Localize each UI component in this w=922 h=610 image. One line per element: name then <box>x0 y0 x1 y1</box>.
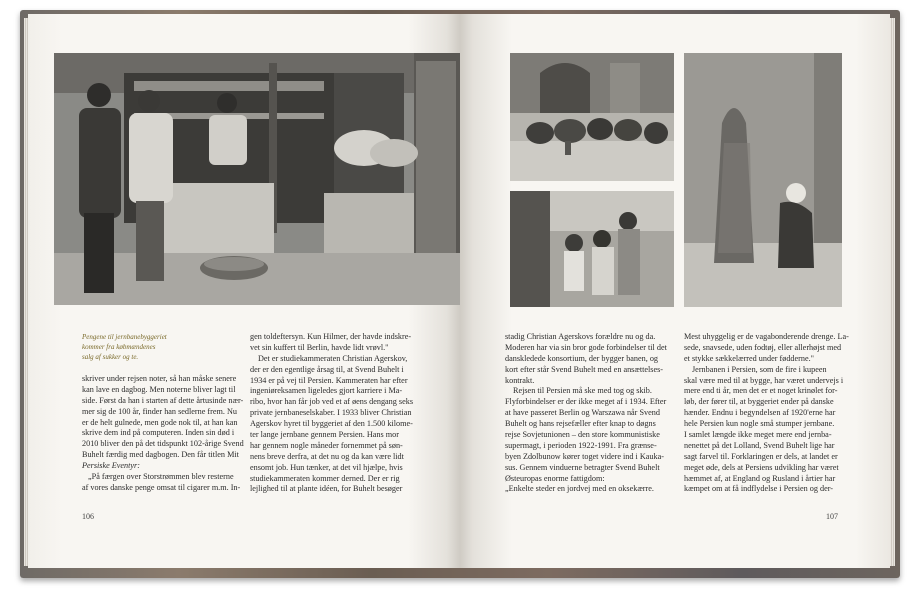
text-line: „På færgen over Storstrømmen blev resterne <box>88 472 234 482</box>
text-line: ribo, hvor han får job ved et af øens dengang seks <box>250 397 414 407</box>
text-line: skriver under rejsen noter, så han måske senere <box>82 374 237 383</box>
text-line: et stykke sækkelærred under fødderne." <box>684 353 814 363</box>
text-line: sede, snavsede, uden fodtøj, eller allerhøjst med <box>684 342 842 352</box>
photo-caption <box>82 332 202 362</box>
text-line: meget øde, dels at Persiens udvikling har været <box>684 462 839 472</box>
text-line: supermagt, i perioden 1922-1991. Fra grænse- <box>505 440 657 450</box>
text-line: Buhelt færdig med dagbogen. Den får titlen Mit <box>82 450 239 460</box>
text-line: danskledede konsortium, der bygger banen, og <box>505 353 659 363</box>
text-line: Østeuropas enorme fattigdom: <box>505 473 605 483</box>
text-line: nens breve derfra, at det nu og da kan være lidt <box>250 451 404 461</box>
caption-line: salg af sukker og te. <box>82 353 139 361</box>
text-line: byen Zdolbunow kører toget videre ind i Kauka- <box>505 451 664 461</box>
caption-line: kommer fra købmændenes <box>82 343 156 351</box>
text-line: er de helt gulnede, men gode nok til, at han kan <box>82 417 238 427</box>
text-line: hele Persien kun nogle små stumper jernbane. <box>684 419 835 429</box>
page-number-right: 107 <box>826 512 838 521</box>
text-line: mer sig de 100 år, finder han sedlerne frem. Nu <box>82 406 237 416</box>
page-edges-right <box>890 18 895 566</box>
text-line: skal være med til at bygge, har været undervejs i <box>684 375 844 385</box>
text-line: Moderen har via sin bror gode forbindelser til det <box>505 342 667 352</box>
photo-market-stall <box>54 53 460 305</box>
photo-veiled-woman <box>684 53 842 307</box>
text-line: 1934 er på vej til Persien. Kammeraten har efter <box>250 375 408 385</box>
text-line: Flyforbindelser er der ikke meget af i 1934. Efter <box>505 397 667 407</box>
text-line: der er den egentlige årsag til, at Svend Buhelt i <box>250 364 404 374</box>
text-line: at have passeret Berlin og Warszawa når Svend <box>505 408 660 418</box>
text-line: sus. Gennem vinduerne betragter Svend Buhelt <box>505 462 660 472</box>
text-line: lejlighed til at plante idéen, for Buhelt besøger <box>250 484 403 494</box>
text-line: Agerskov hyret til byggeriet af den 1.500 kilome- <box>250 419 413 429</box>
text-line: løb, der fører til, at byggeriet ender på danske <box>684 397 834 407</box>
text-line: 2010 bliver den på det tidspunkt 102-årige Svend <box>82 439 244 449</box>
text-line: hænder. Endnu i begyndelsen af 1920'erne har <box>684 408 836 418</box>
text-line: ensomt job. Hun tænker, at det vil hjælpe, hvis <box>250 462 403 472</box>
left-column-1 <box>82 374 244 494</box>
text-line: Buhelt og hans rejsefæller efter knap to døgns <box>505 419 656 429</box>
text-line: har gennem nogle måneder fornemmet på søn- <box>250 440 403 450</box>
text-line: nenettet på det Lolland, Svend Buhelt lige har <box>684 440 835 450</box>
text-line: kontrakt. <box>505 375 535 385</box>
text-line: private jernbaneselskaber. I 1933 bliver Christian <box>250 408 412 418</box>
text-line: vet sin kuffert til Berlin, havde lidt vrøvl." <box>250 342 389 352</box>
left-column-2 <box>250 332 413 495</box>
text-line: sagt farvel til. Forklaringen er dels, at landet er <box>684 451 838 461</box>
text-line: skrive dem ind på computeren. Inden sin død i <box>82 428 235 438</box>
text-line: gen toldeftersyn. Kun Hilmer, der havde indskre- <box>250 332 412 341</box>
right-column-2 <box>684 332 849 495</box>
text-line: Jernbanen i Persien, som de fire i kupeen <box>692 364 827 374</box>
photo-gate-donkeys <box>510 53 674 181</box>
text-line: rejse Sovjetunionen – den store kommunistiske <box>505 430 660 440</box>
text-line: ter lange jernbane gennem Persien. Hans mor <box>250 430 399 440</box>
right-column-1 <box>505 332 667 495</box>
text-line: hæmmet af, at England og Rusland i årtier har <box>684 473 836 483</box>
text-line: studiekammeraten kommer derned. Der er rig <box>250 473 400 483</box>
text-line: Persiske Eventyr: <box>82 461 140 471</box>
text-line: mere end ti år, men det er et noget krinølet for- <box>684 386 838 396</box>
text-line: kæmpet om at få indflydelse i Persien og der- <box>684 484 833 494</box>
caption-line: Pengene til jernbanebyggeriet <box>82 333 167 341</box>
text-line: Det er studiekammeraten Christian Agerskov, <box>258 353 408 363</box>
text-line: „Enkelte steder en jordvej med en oksekærre. <box>505 484 654 494</box>
text-line: kort efter står Svend Buhelt med en ansættelses- <box>505 364 664 374</box>
text-line: ingeniøreksamen ligeledes gjort karriere i Ma- <box>250 386 403 396</box>
text-line: af vores danske penge omsat til cigarer m.m. In- <box>82 482 241 492</box>
photo-children <box>510 191 674 307</box>
page-number-left: 106 <box>82 512 94 521</box>
text-line: Mest uhyggelig er de vagabonderende drenge. La- <box>684 332 849 341</box>
text-line: I samlet længde ikke meget mere end jernba- <box>684 430 832 440</box>
text-line: stadig Christian Agerskovs forældre nu og da. <box>505 332 656 341</box>
text-line: Rejsen til Persien må ske med tog og skib. <box>513 386 652 396</box>
text-line: side. Først da han i starten af dette årtusinde nær- <box>82 395 244 405</box>
text-line: kan lave en dagbog. Men noterne bliver lagt til <box>82 384 236 394</box>
